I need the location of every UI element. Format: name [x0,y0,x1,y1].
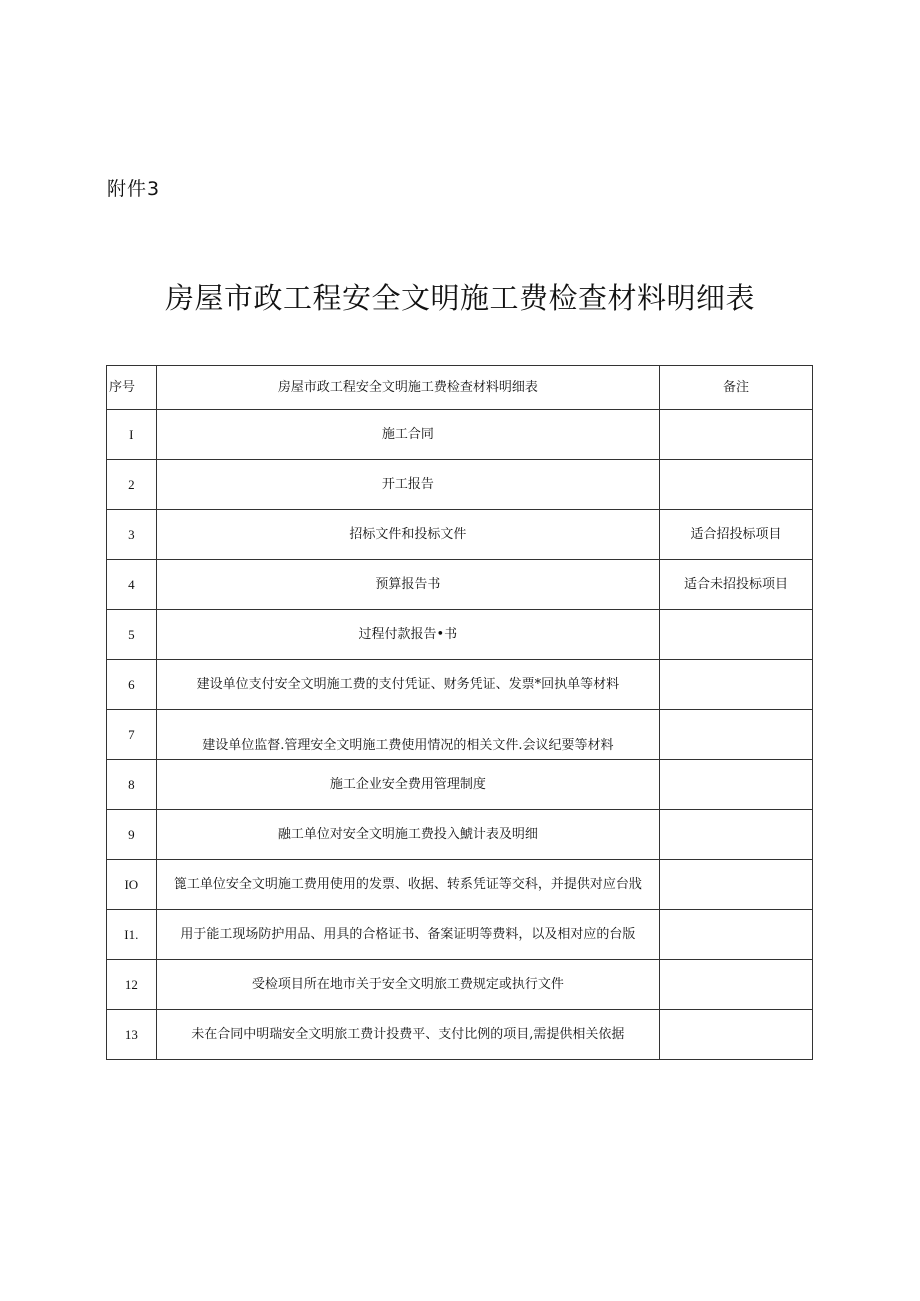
materials-checklist-table [106,365,813,1060]
row-number: 7 [107,710,157,760]
row-item: 篦工单位安全文明施工费用使用的发票、收据、转系凭证等交科，并提供对应台戕 [156,860,659,910]
row-item: 招标文件和投标文件 [156,510,659,560]
row-item: 开工报告 [156,460,659,510]
row-number: 5 [107,610,157,660]
row-remark [660,960,813,1010]
row-item: 用于能工现场防护用品、用具的合格证书、备案证明等费料，以及相对应的台版 [156,910,659,960]
row-item: 融工单位对安全文明施工费投入鯱计表及明细 [156,810,659,860]
table-row [107,460,813,510]
table-row [107,610,813,660]
row-number: 3 [107,510,157,560]
table-row [107,860,813,910]
row-item: 预算报告书 [156,560,659,610]
row-remark [660,610,813,660]
row-remark [660,410,813,460]
row-number: 8 [107,760,157,810]
row-remark [660,460,813,510]
row-item: 受检项目所在地市关于安全文明旅工费规定或执行文件 [156,960,659,1010]
header-remark: 备注 [660,366,813,410]
row-remark: 适合未招投标项目 [660,560,813,610]
row-number: I [107,410,157,460]
row-item: 施工合同 [156,410,659,460]
row-number: 4 [107,560,157,610]
row-remark [660,760,813,810]
row-remark [660,910,813,960]
table-row [107,1010,813,1060]
table-row [107,760,813,810]
row-number: 12 [107,960,157,1010]
row-number: 2 [107,460,157,510]
table-header-row [107,366,813,410]
row-item: 施工企业安全费用管理制度 [156,760,659,810]
row-number: 9 [107,810,157,860]
row-remark [660,710,813,760]
row-remark [660,660,813,710]
attachment-label: 附件3 [107,178,161,200]
table-row [107,410,813,460]
table-row [107,560,813,610]
table-row [107,810,813,860]
table-row [107,510,813,560]
table-row [107,960,813,1010]
row-item: 建设单位支付安全文明施工费的支付凭证、财务凭证、发票*回执单等材料 [156,660,659,710]
header-item: 房屋市政工程安全文明施工费检查材料明细表 [156,366,659,410]
row-item: 过程付款报告•书 [156,610,659,660]
row-remark [660,860,813,910]
row-remark: 适合招投标项目 [660,510,813,560]
row-number: 6 [107,660,157,710]
row-remark [660,810,813,860]
row-item: 未在合同中明瑞安全文明旅工费计投费平、支付比例的项目,需提供相关依据 [156,1010,659,1060]
row-number: IO [107,860,157,910]
table-row [107,910,813,960]
row-number: I1. [107,910,157,960]
row-item: 建设单位监督.管理安全文明施工费使用情况的相关文件.会议纪要等材料 [156,710,659,760]
table-row [107,710,813,760]
row-number: 13 [107,1010,157,1060]
row-remark [660,1010,813,1060]
document-title: 房屋市政工程安全文明施工费检查材料明细表 [164,281,755,315]
header-serial-number: 序号 [107,366,157,410]
table-row [107,660,813,710]
